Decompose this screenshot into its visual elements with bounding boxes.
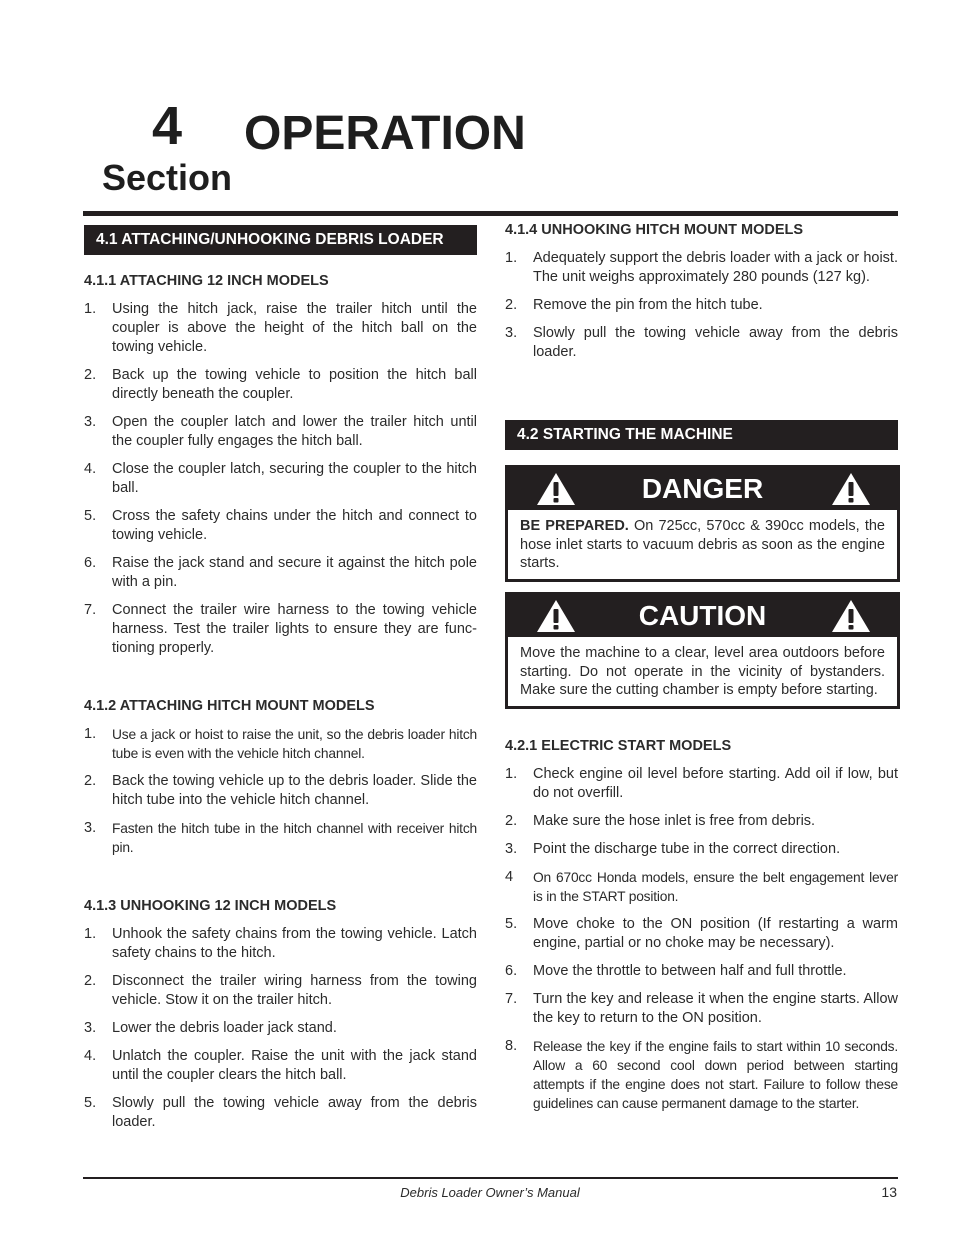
list-item: 2. Back the towing vehicle up to the debris loader. Slide the hitch tube into the vehicle hitch channel. [84,773,477,808]
caution-header [508,595,897,637]
list-item: 5. Move choke to the ON position (If restarting a warm engine, partial or no choke may be necessary). [505,916,898,951]
list-item: 2. Make sure the hose inlet is free from debris. [505,813,816,829]
footer-rule [83,1177,898,1179]
section-title: OPERATION [244,107,526,160]
danger-box [505,465,900,582]
list-item: 1. Check engine oil level before starting. Add oil if low, but do not overfill. [505,766,898,801]
list-item: 3. Lower the debris loader jack stand. [84,1020,337,1036]
heading-4-1-4: 4.1.4 UNHOOKING HITCH MOUNT MODELS [505,222,804,238]
list-item: 2. Back up the towing vehicle to position the hitch ball directly beneath the coupler. [84,367,477,402]
list-item: 6. Move the throttle to between half and full throttle. [505,963,847,979]
top-rule [83,211,898,216]
list-item: 3. Open the coupler latch and lower the trailer hitch until the coupler fully engages the hitch ball. [84,414,477,449]
caution-title: CAUTION [638,600,767,631]
list-item: 1. Adequately support the debris loader with a jack or hoist. The unit weighs approximately 280 pounds (127 kg). [505,250,898,285]
list-item: 4 On 670cc Honda models, ensure the belt engagement lever is in the START position. [505,869,898,904]
section-label: Section [102,157,233,198]
section-bar-4-1: 4.1 ATTACHING/UNHOOKING DEBRIS LOADER [84,225,477,255]
list-item: 7. Turn the key and release it when the engine starts. Allow the key to return to the ON position. [505,991,898,1026]
danger-body: On 725cc, 570cc & 390cc models, the hose inlet starts to vacuum debris as soon as the engine starts. [520,518,885,571]
list-item: 4. Unlatch the coupler. Raise the unit with the jack stand until the coupler clears the hitch ball. [84,1048,477,1083]
list-item: 3. Slowly pull the towing vehicle away from the debris loader. [505,325,898,360]
page-number: 13 [881,1184,897,1200]
list-item: 5. Slowly pull the towing vehicle away from the debris loader. [84,1095,477,1130]
caution-text: Move the machine to a clear, level area outdoors before starting. Do not operate in the vicinity of bystanders. Make sure the cutting chamber is empty before starting. [520,645,885,698]
list-4-1-2 [84,725,477,866]
warning-triangle-icon [831,472,871,506]
list-4-1-1 [84,300,477,667]
danger-text [508,510,897,579]
list-item: 8. Release the key if the engine fails to start within 10 seconds. Allow a 60 second cool down period between starting attempts if the engine does not start. Failure to follow these guidelines can cause permanent damage to the starter. [505,1038,898,1111]
list-item: 6. Raise the jack stand and secure it against the hitch pole with a pin. [84,555,477,590]
caution-box [505,592,900,709]
warning-triangle-icon [831,599,871,633]
heading-4-2-1: 4.2.1 ELECTRIC START MODELS [505,738,732,754]
list-item: 7. Connect the trailer wire harness to the towing vehicle harness. Test the trailer lights to ensure they are func-tioning properly. [84,602,477,656]
list-item: 1. Unhook the safety chains from the towing vehicle. Latch safety chains to the hitch. [84,926,477,961]
danger-title: DANGER [641,473,764,504]
heading-4-1-1: 4.1.1 ATTACHING 12 INCH MODELS [84,273,329,289]
heading-4-1-3: 4.1.3 UNHOOKING 12 INCH MODELS [84,898,337,914]
danger-header [508,468,897,510]
list-item: 5. Cross the safety chains under the hitch and connect to towing vehicle. [84,508,477,543]
footer-title: Debris Loader Owner’s Manual [400,1185,580,1200]
list-item: 4. Close the coupler latch, securing the coupler to the hitch ball. [84,461,477,496]
list-4-1-3 [84,925,477,1141]
list-item: 1. Use a jack or hoist to raise the unit, so the debris loader hitch tube is even with the vehicle hitch channel. [84,726,477,761]
list-item: 2. Remove the pin from the hitch tube. [505,297,763,313]
list-item: 1. Using the hitch jack, raise the trailer hitch until the coupler is above the height of the hitch ball on the towing vehicle. [84,301,477,355]
list-item: 2. Disconnect the trailer wiring harness from the towing vehicle. Stow it on the trailer hitch. [84,973,477,1008]
section-number: 4 [152,96,183,156]
list-item: 3. Fasten the hitch tube in the hitch channel with receiver hitch pin. [84,820,477,855]
section-bar-4-2: 4.2 STARTING THE MACHINE [505,420,898,450]
heading-4-1-2: 4.1.2 ATTACHING HITCH MOUNT MODELS [84,698,375,714]
list-4-2-1 [505,765,898,1122]
list-4-1-4 [505,249,898,371]
danger-lead: BE PREPARED. [520,518,629,534]
list-item: 3. Point the discharge tube in the correct direction. [505,841,841,857]
